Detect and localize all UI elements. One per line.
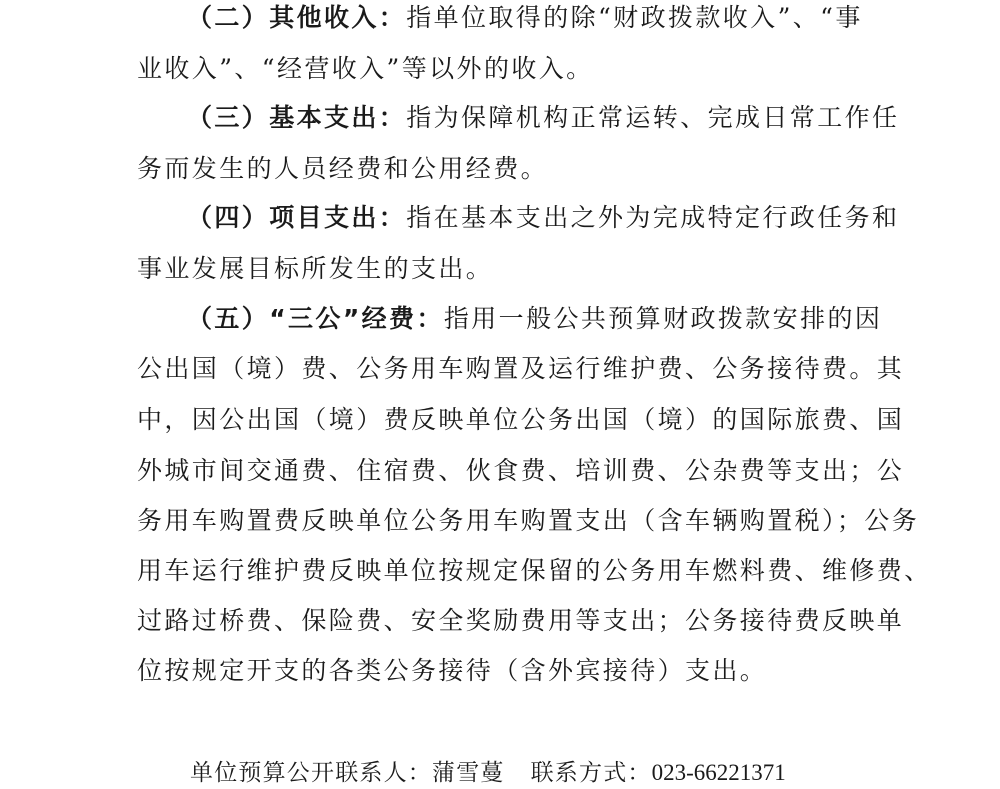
paragraph-three-public-line-4: 外城市间交通费、住宿费、伙食费、培训费、公杂费等支出；公 — [137, 456, 905, 485]
contact-phone-number: 023-66221371 — [651, 760, 786, 785]
paragraph-three-public-line-1 — [187, 304, 882, 334]
paragraph-project-expenditure-line-2: 事业发展目标所发生的支出。 — [137, 254, 494, 283]
paragraph-three-public-line-5: 务用车购置费反映单位公务用车购置支出（含车辆购置税）；公务 — [137, 506, 920, 535]
definition-text: 指在基本支出之外为完成特定行政任务和 — [406, 203, 900, 232]
paragraph-basic-expenditure-line-1 — [187, 103, 899, 133]
definition-text: 指为保障机构正常运转、完成日常工作任 — [406, 103, 900, 132]
contact-footer — [190, 758, 786, 788]
contact-person: 单位预算公开联系人：蒲雪蔓 — [190, 760, 505, 786]
paragraph-other-income-line-1 — [187, 3, 863, 33]
paragraph-three-public-line-6: 用车运行维护费反映单位按规定保留的公务用车燃料费、维修费、 — [137, 556, 932, 585]
term-three-public-expenses: （五）“三公”经费： — [187, 304, 444, 333]
term-project-expenditure: （四）项目支出： — [187, 203, 407, 232]
term-basic-expenditure: （三）基本支出： — [187, 103, 407, 132]
term-other-income: （二）其他收入： — [187, 3, 407, 32]
paragraph-three-public-line-7: 过路过桥费、保险费、安全奖励费用等支出；公务接待费反映单 — [137, 606, 905, 635]
contact-phone-label: 联系方式： — [530, 760, 652, 786]
definition-text: 指用一般公共预算财政拨款安排的因 — [443, 304, 883, 333]
definition-text: 指单位取得的除“财政拨款收入”、“事 — [406, 3, 863, 32]
paragraph-three-public-line-2: 公出国（境）费、公务用车购置及运行维护费、公务接待费。其 — [137, 354, 905, 383]
paragraph-three-public-line-8: 位按规定开支的各类公务接待（含外宾接待）支出。 — [137, 656, 768, 685]
paragraph-basic-expenditure-line-2: 务而发生的人员经费和公用经费。 — [137, 154, 549, 183]
paragraph-project-expenditure-line-1 — [187, 203, 899, 233]
paragraph-other-income-line-2: 业收入”、“经营收入”等以外的收入。 — [137, 54, 594, 83]
paragraph-three-public-line-3: 中，因公出国（境）费反映单位公务出国（境）的国际旅费、国 — [137, 405, 905, 434]
